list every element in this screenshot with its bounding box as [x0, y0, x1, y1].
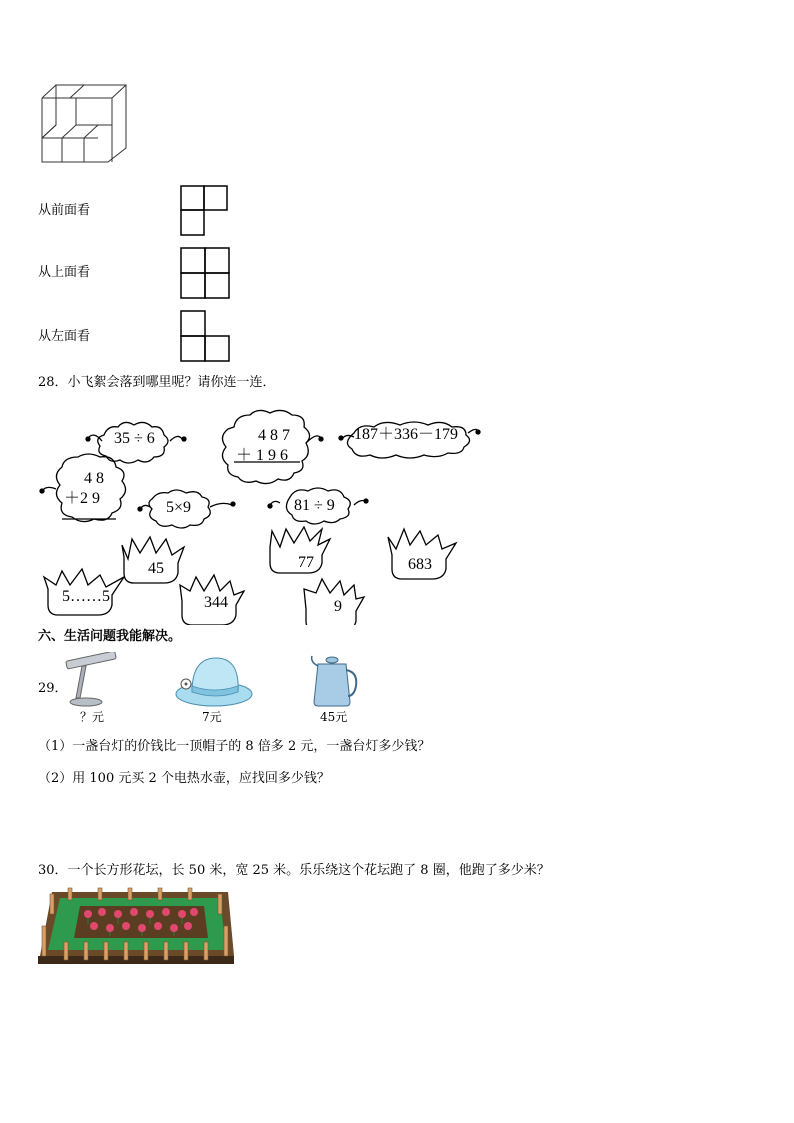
section-6-title: 六、生活问题我能解决。: [38, 629, 182, 644]
grass-2-text: 77: [298, 554, 314, 571]
seed-4-bottom: ＋2 9: [64, 490, 101, 507]
q29-number: 29．: [38, 681, 68, 696]
q28-figure: [36, 405, 506, 625]
seed-5-text: 5×9: [166, 499, 192, 516]
grass-3-text: 683: [408, 556, 432, 573]
front-view-grid: [180, 185, 230, 237]
lamp-price: ？元: [80, 710, 105, 724]
grass-5-text: 344: [204, 594, 228, 611]
q28-prompt: 28．小飞絮会落到哪里呢？请你连一连．: [38, 375, 276, 390]
grass-4-text: 5……5: [62, 588, 110, 605]
seed-2-bottom: ＋ 1 9 6: [236, 447, 289, 464]
hat-price: 7元: [202, 710, 222, 724]
kettle-icon: [310, 652, 360, 710]
q29-sub1: （1）一盏台灯的价钱比一顶帽子的 8 倍多 2 元，一盏台灯多少钱？: [38, 739, 431, 754]
cube-figure: [38, 80, 133, 175]
hat-icon: [174, 654, 256, 710]
front-view-label: 从前面看: [38, 203, 91, 218]
grass-1-text: 45: [148, 560, 164, 577]
seed-2-top: 4 8 7: [258, 427, 290, 444]
flower-bed-image: [38, 886, 234, 966]
left-view-label: 从左面看: [38, 329, 91, 344]
seed-3-text: 187＋336－179: [354, 426, 459, 443]
q29-sub2: （2）用 100 元买 2 个电热水壶，应找回多少钱？: [38, 771, 330, 786]
left-view-grid: [180, 310, 232, 364]
top-view-label: 从上面看: [38, 265, 91, 280]
seed-6-text: 81 ÷ 9: [294, 497, 335, 514]
grass-6-text: 9: [334, 598, 342, 615]
q30-text: 30．一个长方形花坛，长 50 米，宽 25 米。乐乐绕这个花坛跑了 8 圈，他跑了多少米？: [38, 863, 550, 878]
kettle-price: 45元: [320, 710, 348, 724]
seed-1-text: 35 ÷ 6: [114, 430, 155, 447]
top-view-grid: [180, 247, 232, 301]
seed-4-top: 4 8: [84, 470, 104, 487]
lamp-icon: [64, 652, 122, 710]
